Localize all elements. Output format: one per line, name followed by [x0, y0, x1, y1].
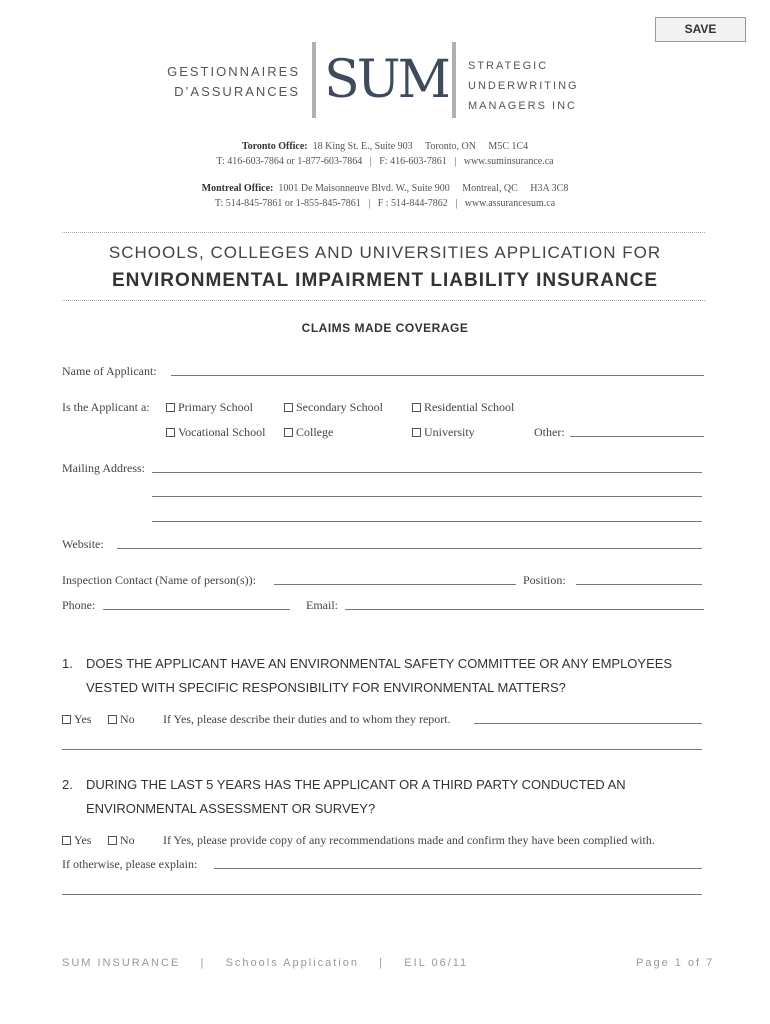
email-field[interactable]	[345, 609, 704, 610]
save-button[interactable]: SAVE	[655, 17, 746, 42]
website-label: Website:	[62, 537, 104, 551]
checkbox-secondary-school[interactable]	[284, 400, 383, 415]
q1-followup-field-2[interactable]	[62, 749, 702, 750]
logo-left-line2: D’ASSURANCES	[174, 84, 300, 99]
footer-left: SUM INSURANCE | Schools Application | EIL 06/11	[62, 957, 469, 969]
question-1-number: 1.	[62, 656, 73, 671]
form-title-line1: SCHOOLS, COLLEGES AND UNIVERSITIES APPLICATION FOR	[108, 243, 662, 262]
applicant-name-label: Name of Applicant:	[62, 364, 157, 378]
question-2	[62, 773, 626, 821]
question-2-line1: DURING THE LAST 5 YEARS HAS THE APPLICANT OR A THIRD PARTY CONDUCTED AN	[86, 777, 626, 792]
logo-right-line2: UNDERWRITING	[468, 80, 579, 92]
checkbox-vocational-school[interactable]	[166, 425, 265, 440]
logo-english-name	[468, 56, 579, 116]
question-1-line1: DOES THE APPLICANT HAVE AN ENVIRONMENTAL SAFETY COMMITTEE OR ANY EMPLOYEES	[86, 656, 673, 671]
checkbox-residential-school[interactable]	[412, 400, 514, 415]
checkbox-label: No	[120, 833, 135, 847]
q1-yes-checkbox[interactable]	[62, 712, 91, 727]
position-field[interactable]	[576, 584, 702, 585]
checkbox-label: Yes	[74, 833, 92, 847]
q2-otherwise-field-1[interactable]	[214, 868, 702, 869]
checkbox-box[interactable]	[284, 428, 293, 437]
checkbox-university[interactable]	[412, 425, 475, 440]
company-logo	[0, 40, 770, 120]
checkbox-box[interactable]	[62, 715, 71, 724]
q1-followup-label: If Yes, please describe their duties and to whom they report.	[163, 712, 451, 726]
phone-label: Phone:	[62, 598, 96, 612]
checkbox-box[interactable]	[166, 428, 175, 437]
applicant-type-label: Is the Applicant a:	[62, 400, 150, 414]
checkbox-box[interactable]	[62, 836, 71, 845]
toronto-address: 18 King St. E., Suite 903 Toronto, ON M5C 1C4	[312, 141, 529, 152]
mailing-address-field-1[interactable]	[152, 472, 702, 473]
q2-otherwise-field-2[interactable]	[62, 894, 702, 895]
toronto-label: Toronto Office:	[241, 141, 308, 152]
position-label: Position:	[523, 573, 566, 587]
checkbox-label: College	[296, 425, 334, 439]
inspection-contact-field[interactable]	[274, 584, 516, 585]
mailing-address-label: Mailing Address:	[62, 461, 145, 475]
question-1	[62, 652, 672, 700]
checkbox-box[interactable]	[284, 403, 293, 412]
checkbox-primary-school[interactable]	[166, 400, 253, 415]
logo-left-line1: GESTIONNAIRES	[167, 64, 300, 79]
mailing-address-field-3[interactable]	[152, 521, 702, 522]
coverage-subtitle: CLAIMS MADE COVERAGE	[301, 321, 469, 335]
other-type-label: Other:	[534, 425, 565, 439]
email-label: Email:	[306, 598, 338, 612]
checkbox-label: Primary School	[178, 400, 253, 414]
montreal-label: Montreal Office:	[201, 183, 274, 194]
checkbox-label: Secondary School	[296, 400, 383, 414]
mailing-address-field-2[interactable]	[152, 496, 702, 497]
checkbox-box[interactable]	[108, 715, 117, 724]
q1-no-checkbox[interactable]	[108, 712, 135, 727]
logo-bar-left	[312, 42, 316, 118]
form-title-line2: ENVIRONMENTAL IMPAIRMENT LIABILITY INSURANCE	[111, 270, 659, 291]
logo-right-line3: MANAGERS INC	[468, 100, 577, 112]
toronto-contact: T: 416-603-7864 or 1-877-603-7864 | F: 416-603-7861 | www.suminsurance.ca	[216, 156, 554, 167]
checkbox-box[interactable]	[412, 403, 421, 412]
divider-bottom	[62, 300, 705, 301]
checkbox-label: Yes	[74, 712, 92, 726]
q2-no-checkbox[interactable]	[108, 833, 135, 848]
question-2-line2: ENVIRONMENTAL ASSESSMENT OR SURVEY?	[86, 801, 376, 816]
montreal-office	[0, 181, 770, 211]
question-2-number: 2.	[62, 777, 73, 792]
website-field[interactable]	[117, 548, 702, 549]
applicant-name-field[interactable]	[171, 375, 704, 376]
inspection-contact-label: Inspection Contact (Name of person(s)):	[62, 573, 256, 587]
divider-top	[62, 232, 705, 233]
other-type-field[interactable]	[570, 436, 704, 437]
checkbox-label: Vocational School	[178, 425, 266, 439]
toronto-office	[0, 139, 770, 169]
checkbox-college[interactable]	[284, 425, 333, 440]
logo-right-line1: STRATEGIC	[468, 60, 549, 72]
montreal-address: 1001 De Maisonneuve Blvd. W., Suite 900 Montreal, QC H3A 3C8	[278, 183, 569, 194]
checkbox-box[interactable]	[412, 428, 421, 437]
logo-mark: SUM	[324, 50, 448, 110]
checkbox-label: No	[120, 712, 135, 726]
question-1-line2: VESTED WITH SPECIFIC RESPONSIBILITY FOR ENVIRONMENTAL MATTERS?	[86, 680, 566, 695]
checkbox-box[interactable]	[108, 836, 117, 845]
checkbox-label: University	[424, 425, 475, 439]
logo-french-name	[167, 62, 300, 102]
q2-yes-checkbox[interactable]	[62, 833, 91, 848]
checkbox-box[interactable]	[166, 403, 175, 412]
q2-followup-label: If Yes, please provide copy of any recommendations made and confirm they have been complied with.	[163, 833, 655, 847]
q2-otherwise-label: If otherwise, please explain:	[62, 857, 198, 871]
page-number: Page 1 of 7	[636, 957, 715, 969]
checkbox-label: Residential School	[424, 400, 515, 414]
logo-bar-right	[452, 42, 456, 118]
montreal-contact: T: 514-845-7861 or 1-855-845-7861 | F : 514-844-7862 | www.assurancesum.ca	[214, 198, 556, 209]
phone-field[interactable]	[103, 609, 290, 610]
q1-followup-field-1[interactable]	[474, 723, 702, 724]
